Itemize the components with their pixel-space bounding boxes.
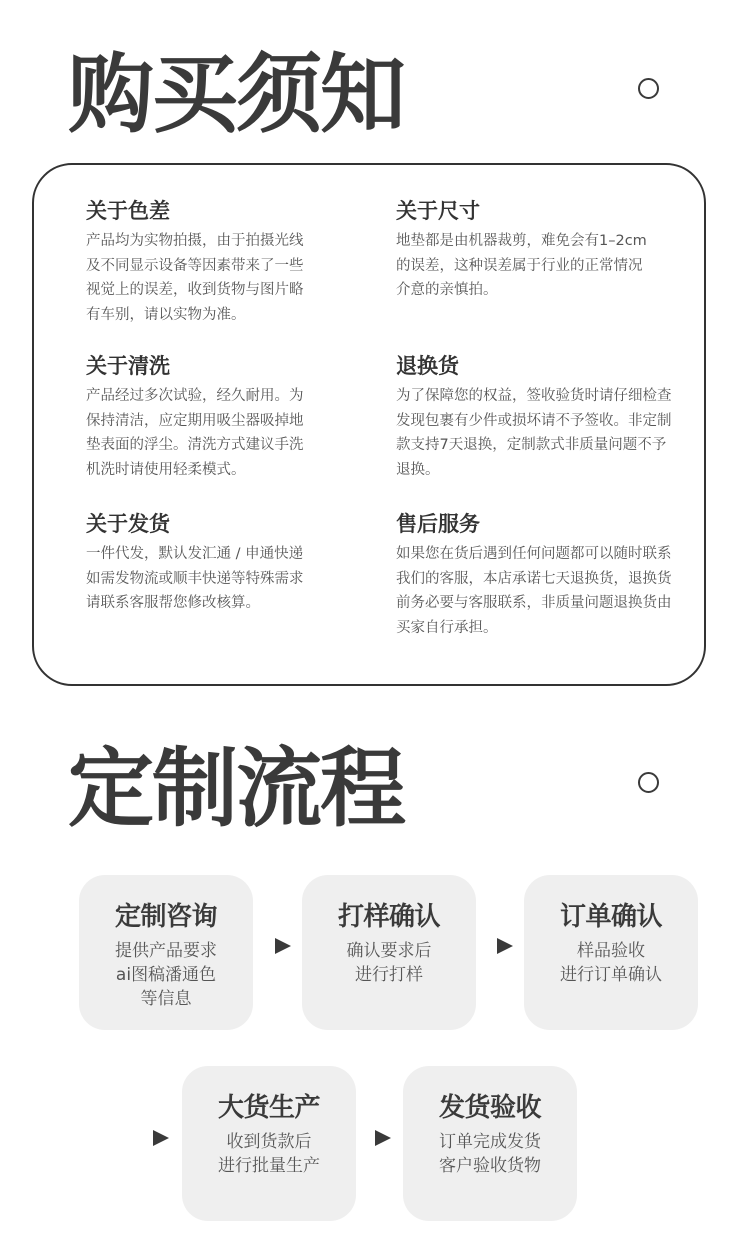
step-desc: 确认要求后 进行打样: [346, 941, 432, 985]
notice-text: 为了保障您的权益，签收验货时请仔细检查 发现包裹有少件或损坏请不予签收。非定制 款支持7天退换，定制款式非质量问题不予 退换。: [396, 388, 672, 478]
purchase-notice-title: 购买须知: [68, 45, 404, 145]
step-delivery-inspection: [403, 1066, 577, 1221]
notice-heading: 售后服务: [396, 512, 480, 536]
purchase-notice-box: [32, 163, 706, 686]
arrow-right-icon: [275, 938, 291, 954]
notice-item-color-difference: [86, 197, 376, 327]
notice-text: 一件代发，默认发汇通 / 申通快递 如需发物流或顺丰快递等特殊需求 请联系客服帮您修改核算。: [86, 546, 304, 611]
step-desc: 订单完成发货 客户验收货物: [439, 1132, 541, 1176]
step-desc: 收到货款后 进行批量生产: [218, 1132, 320, 1176]
notice-heading: 关于清洗: [86, 354, 170, 378]
step-title: 打样确认: [337, 902, 440, 932]
arrow-right-icon: [497, 938, 513, 954]
notice-text: 产品经过多次试验，经久耐用。为 保持清洁，应定期用吸尘器吸掉地 垫表面的浮尘。清洗方式建议手洗 机洗时请使用轻柔模式。: [86, 388, 304, 478]
notice-heading: 关于发货: [86, 512, 170, 536]
notice-item-returns: [396, 352, 696, 482]
notice-text: 产品均为实物拍摄，由于拍摄光线 及不同显示设备等因素带来了一些 视觉上的误差，收到货物与图片略 有车别，请以实物为准。: [86, 233, 304, 323]
step-title: 订单确认: [559, 902, 662, 932]
step-title: 大货生产: [217, 1093, 320, 1123]
step-mass-production: [182, 1066, 356, 1221]
step-sample-confirm: [302, 875, 476, 1030]
step-title: 定制咨询: [114, 902, 217, 932]
step-title: 发货验收: [438, 1093, 541, 1123]
notice-text: 如果您在货后遇到任何问题都可以随时联系 我们的客服，本店承诺七天退换货，退换货 前务必要与客服联系，非质量问题退换货由 买家自行承担。: [396, 546, 672, 636]
circle-icon: [638, 78, 659, 99]
step-desc: 提供产品要求 ai图稿潘通色 等信息: [115, 941, 217, 1009]
notice-item-shipping: [86, 510, 376, 616]
custom-process-title: 定制流程: [68, 739, 404, 839]
notice-item-size: [396, 197, 696, 303]
notice-heading: 关于尺寸: [396, 199, 480, 223]
notice-item-cleaning: [86, 352, 376, 482]
notice-heading: 退换货: [396, 354, 459, 378]
notice-item-after-sales: [396, 510, 696, 640]
notice-text: 地垫都是由机器裁剪，难免会有1–2cm 的误差，这种误差属于行业的正常情况 介意的亲慎拍。: [396, 233, 647, 298]
step-desc: 样品验收 进行订单确认: [560, 941, 662, 985]
step-order-confirm: [524, 875, 698, 1030]
arrow-right-icon: [375, 1130, 391, 1146]
notice-heading: 关于色差: [86, 199, 170, 223]
arrow-right-icon: [153, 1130, 169, 1146]
circle-icon: [638, 772, 659, 793]
step-consultation: [79, 875, 253, 1030]
